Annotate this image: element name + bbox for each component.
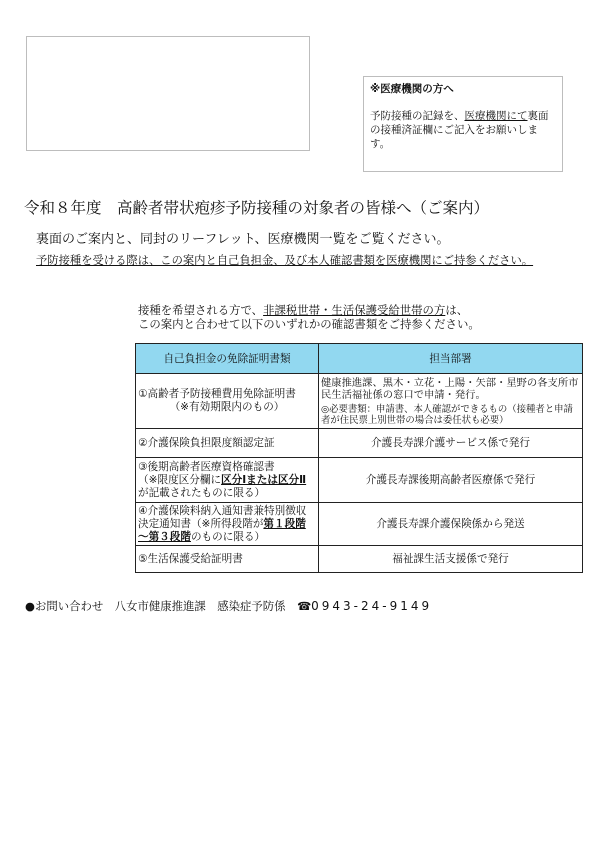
department-cell (319, 374, 583, 429)
page-title: 令和８年度 高齢者帯状疱疹予防接種の対象者の皆様へ（ご案内） (24, 199, 490, 217)
exemption-intro (138, 303, 480, 331)
department-text: 健康推進課、黒木・立花・上陽・矢部・星野の各支所市民生活福祉係の窓口で申請・発行。 (321, 376, 579, 401)
intro-line2: この案内と合わせて以下のいずれかの確認書類をご持参ください。 (138, 317, 480, 331)
document-cell: ②介護保険負担限度額認定証 (136, 429, 319, 458)
intro-underlined: 非課税世帯・生活保護受給世帯の方 (263, 303, 446, 317)
medical-institution-notice (363, 76, 563, 172)
blank-stamp-box (26, 36, 310, 151)
department-cell: 介護長寿課介護保険係から発送 (319, 503, 583, 546)
header-documents: 自己負担金の免除証明書類 (136, 344, 319, 374)
table-row (136, 458, 583, 503)
department-cell: 福祉課生活支援係で発行 (319, 546, 583, 573)
table-header-row (136, 344, 583, 374)
document-note-post: が記載されたものに限る） (138, 486, 266, 499)
document-note: （※所得段階が (190, 517, 264, 530)
document-note-underlined: 区分Ⅰまたは区分Ⅱ (221, 473, 307, 486)
table-row (136, 503, 583, 546)
contact-info (25, 598, 432, 614)
notice-text-cont: 裏面の接種済証欄にご記入をお願いします。 (370, 110, 549, 150)
underlined-notice: 予防接種を受ける際は、この案内と自己負担金、及び本人確認書類を医療機関にご持参ください。 (36, 254, 534, 267)
document-note-post: のものに限る） (190, 530, 266, 543)
document-cell (136, 458, 319, 503)
notice-body (370, 109, 556, 151)
table-row (136, 374, 583, 429)
document-note: （※限度区分欄に (138, 473, 222, 486)
document-name: ①高齢者予防接種費用免除証明書 (138, 388, 296, 400)
phone-number[interactable]: 0943-24-9149 (311, 599, 433, 613)
document-cell: ⑤生活保護受給証明書 (136, 546, 319, 573)
document-name: ③後期高齢者医療資格確認書 (138, 460, 275, 473)
table-row (136, 429, 583, 458)
document-cell (136, 503, 319, 546)
department-cell: 介護長寿課介護サービス係で発行 (319, 429, 583, 458)
intro-text-post: は、 (445, 303, 469, 317)
document-note: （※有効期限内のもの） (169, 401, 285, 413)
table-row (136, 546, 583, 573)
phone-icon: ☎ (296, 599, 312, 613)
notice-text: 予防接種の記録を、 (370, 110, 465, 122)
document-cell (136, 374, 319, 429)
page-subtitle: 裏面のご案内と、同封のリーフレット、医療機関一覧をご覧ください。 (36, 232, 450, 247)
header-department: 担当部署 (319, 344, 583, 374)
document-name: ④介護保険料納入通知書兼特別徴収決定通知書 (138, 504, 307, 530)
notice-underlined-text: 医療機関にて (464, 110, 528, 122)
contact-label: ●お問い合わせ 八女市健康推進課 感染症予防係 (25, 599, 297, 613)
document-note-underlined: 第１段階～第３段階 (138, 517, 306, 543)
intro-text: 接種を希望される方で、 (138, 303, 264, 317)
department-cell: 介護長寿課後期高齢者医療係で発行 (319, 458, 583, 503)
required-documents-note: ◎必要書類：申請書、本人確認ができるもの（接種者と申請者が住民票上別世帯の場合は委任状も必要） (321, 403, 573, 426)
exemption-documents-table (135, 343, 583, 573)
notice-title: ※医療機関の方へ (370, 83, 454, 95)
